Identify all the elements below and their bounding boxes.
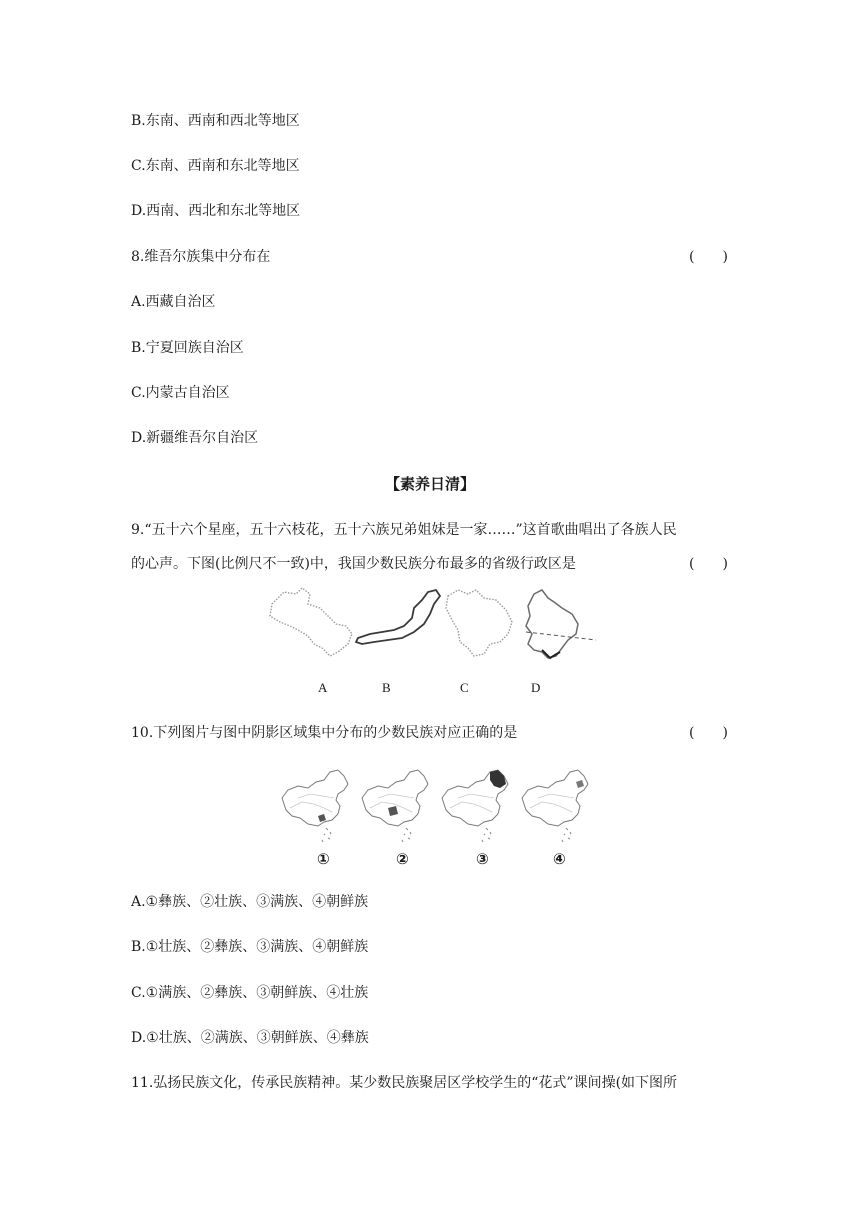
q7-option-d: D.西南、西北和东北等地区 [131,203,301,219]
q9-map-c-outline [446,590,512,656]
q10-china-maps-figure [278,764,598,844]
q8-stem: 8.维吾尔族集中分布在 [131,249,271,265]
q10-label-3: ③ [476,850,489,868]
q8-option-d: D.新疆维吾尔自治区 [131,430,259,446]
q9-map-d-outline [526,590,578,658]
section-title: 【素养日清】 [384,475,475,493]
q10-option-a: A.①彝族、②壮族、③满族、④朝鲜族 [131,894,369,910]
q10-map-4 [522,770,588,842]
q9-map-d-dashed-line [526,632,596,640]
q8-answer-paren: ( ) [689,249,728,265]
q10-map-1 [282,770,348,842]
q8-option-a: A.西藏自治区 [131,294,216,310]
q8-option-b: B.宁夏回族自治区 [131,340,244,356]
q9-label-d: D [531,680,541,695]
q8-option-c: C.内蒙古自治区 [131,385,230,401]
q9-label-c: C [460,680,469,695]
q9-stem-line2: 的心声。下图(比例尺不一致)中，我国少数民族分布最多的省级行政区是 [131,556,576,572]
q10-label-1: ① [317,850,330,868]
q9-stem-line1: 9.“五十六个星座，五十六枝花，五十六族兄弟姐妹是一家……”这首歌曲唱出了各族人民 [131,522,677,538]
q9-map-a-outline [270,588,352,656]
q9-label-a: A [318,680,328,695]
q10-label-2: ② [396,850,409,868]
q7-option-b: B.东南、西南和西北等地区 [131,113,300,129]
q10-option-d: D.①壮族、②满族、③朝鲜族、④彝族 [131,1030,369,1046]
q11-stem-line1: 11.弘扬民族文化，传承民族精神。某少数民族聚居区学校学生的“花式”课间操(如下图所 [131,1075,678,1091]
q10-stem: 10.下列图片与图中阴影区域集中分布的少数民族对应正确的是 [131,725,518,741]
q10-option-b: B.①壮族、②彝族、③满族、④朝鲜族 [131,939,369,955]
q9-answer-paren: ( ) [689,556,728,572]
q9-province-maps-figure [262,586,602,666]
q10-map-2 [362,770,428,842]
q10-map-3 [442,770,508,842]
q10-option-c: C.①满族、②彝族、③朝鲜族、④壮族 [131,985,369,1001]
q9-map-d-border-mark [542,650,560,658]
q7-option-c: C.东南、西南和东北等地区 [131,158,300,174]
q10-answer-paren: ( ) [689,725,728,741]
q10-label-4: ④ [553,850,566,868]
q9-label-b: B [382,680,391,695]
q9-map-b-outline [356,590,440,644]
